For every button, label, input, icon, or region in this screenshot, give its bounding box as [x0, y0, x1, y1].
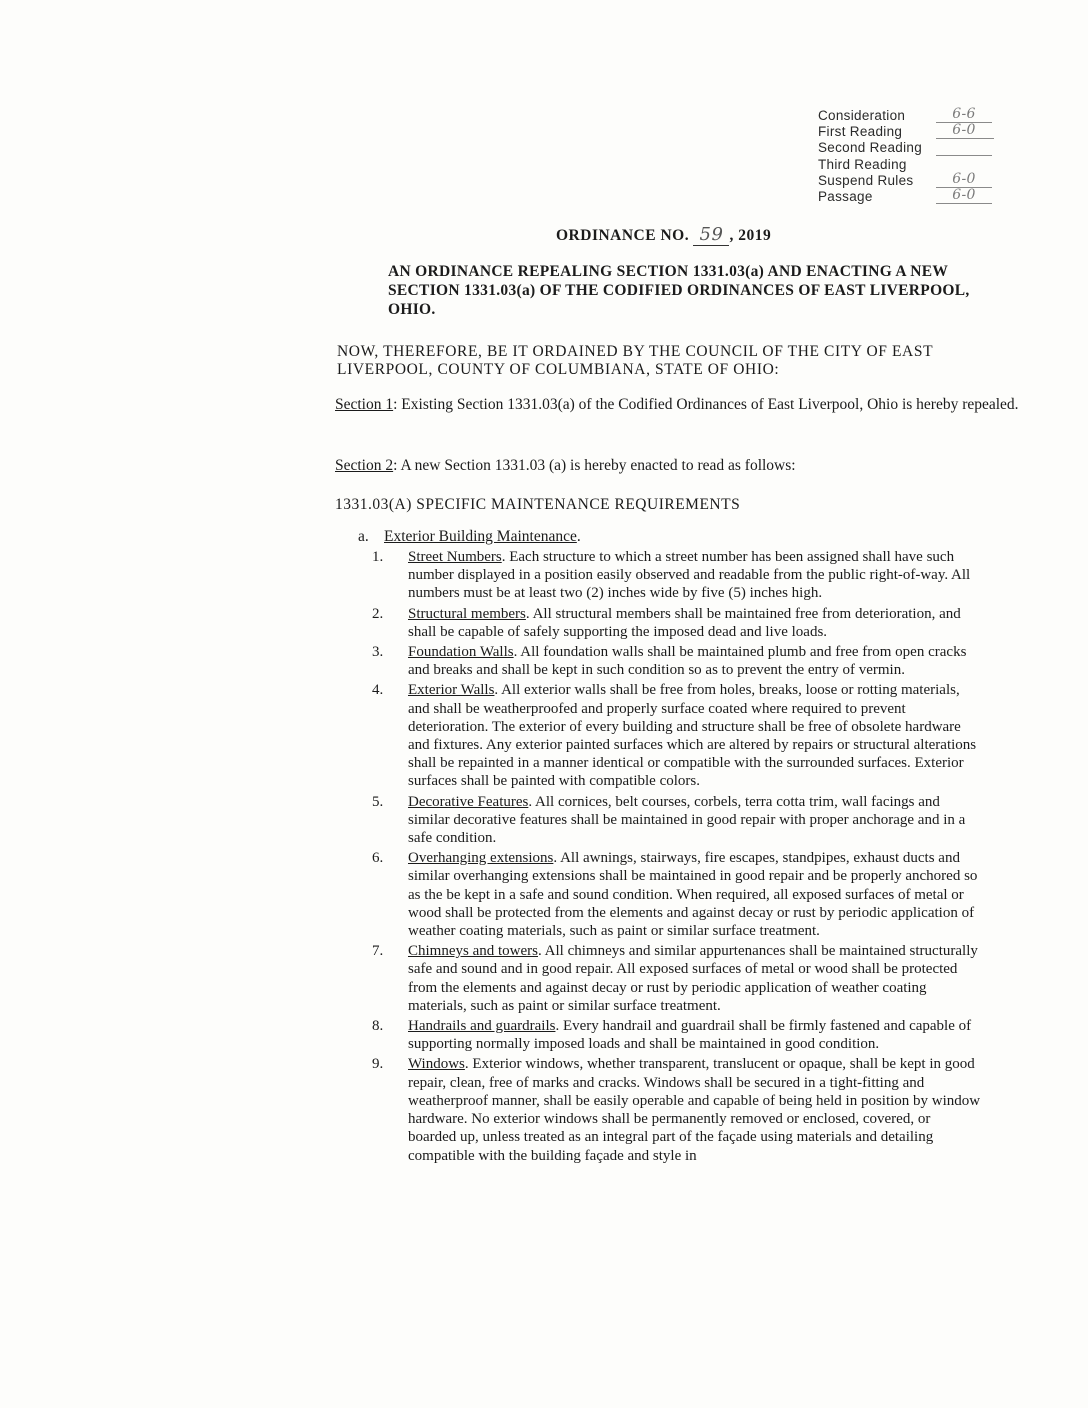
status-label: Suspend Rules	[818, 172, 914, 188]
item-text: . Every handrail and guardrail shall be firmly fastened and capable of supporting normally imposed loads and shall be maintained in good condition.	[408, 1018, 972, 1053]
item-number: 5.	[372, 793, 384, 810]
item-text: . All foundation walls shall be maintained plumb and free from open cracks and breaks and shall be kept in such condition so as to prevent the entry of vermin.	[408, 644, 967, 679]
section-2-label: Section 2	[335, 457, 394, 474]
list-item	[372, 849, 982, 940]
status-label: Second Reading	[818, 140, 923, 156]
list-item	[372, 942, 982, 1015]
list-item	[372, 605, 982, 641]
status-label: Third Reading	[818, 156, 907, 172]
handwritten-vote-mark: 6-6	[936, 106, 992, 123]
subsection-trail: .	[576, 528, 581, 545]
status-row-third-reading	[818, 157, 922, 173]
list-item	[372, 548, 982, 603]
handwritten-vote-mark: 6-0	[936, 122, 992, 139]
maintenance-items-list	[372, 548, 982, 1165]
requirements-title: 1331.03(A) SPECIFIC MAINTENANCE REQUIREMENTS	[335, 496, 741, 513]
status-row-suspend-rules	[818, 170, 976, 189]
section-1-paragraph	[335, 396, 1025, 414]
ordinance-number: 59	[693, 224, 729, 246]
status-row-consideration	[818, 106, 976, 124]
section-1-text: : Existing Section 1331.03(a) of the Codified Ordinances of East Liverpool, Ohio is hereby repealed.	[393, 396, 1019, 413]
ordinance-heading: AN ORDINANCE REPEALING SECTION 1331.03(a) AND ENACTING A NEW SECTION 1331.03(a) OF THE CODIFIED ORDINANCES OF EAST LIVERPOOL, OHIO.	[388, 263, 970, 318]
list-item	[372, 681, 982, 790]
item-number: 1.	[372, 549, 384, 565]
item-text: . All awnings, stairways, fire escapes, standpipes, exhaust ducts and similar overhanging extensions shall be maintained in good repair and be properly anchored so as the be kept in a safe and sound condition. When required, all exposed surfaces of metal or wood shall be protected from the elements and against decay or rust by periodic application of weather coating materials, such as paint or similar surface treatment.	[408, 850, 978, 940]
item-title: Exterior Walls	[408, 682, 495, 699]
item-number: 9.	[372, 1056, 384, 1073]
item-title: Chimneys and towers	[408, 943, 538, 960]
item-text: . Each structure to which a street number has been assigned shall have such number displayed in a position easily observed and readable from the public right-of-way. All numbers must be at least two (2) inches wide by five (5) inches high.	[408, 549, 971, 602]
item-text: . All cornices, belt courses, corbels, terra cotta trim, wall facings and similar decorative features shall be maintained in good repair with proper anchorage and in a safe condition.	[408, 793, 966, 847]
ordinance-year: , 2019	[729, 227, 772, 244]
item-title: Handrails and guardrails	[408, 1018, 556, 1035]
ordinance-number-line	[556, 224, 771, 246]
section-2-text: : A new Section 1331.03 (a) is hereby enacted to read as follows:	[393, 457, 796, 474]
section-1-label: Section 1	[335, 396, 394, 413]
item-title: Structural members	[408, 605, 526, 622]
item-text: . All structural members shall be maintained free from deterioration, and shall be capable of safely supporting the imposed dead and live loads.	[408, 605, 961, 640]
item-number: 7.	[372, 943, 384, 960]
handwritten-vote-mark: 6-0	[936, 171, 992, 188]
subsection-a	[358, 528, 581, 546]
item-text: . All exterior walls shall be free from holes, breaks, loose or rotting materials, and shall be weatherproofed and properly surface coated where required to prevent deterioration. The exterior of every building and structure shall be free of obsolete hardware and fixtures. Any exterior painted surfaces which are altered by repairs or structural alterations shall be repainted in a manner identical or compatible with the surrounded surfaces. Exterior surfaces shall be painted with compatible colors.	[408, 682, 977, 790]
subsection-title: Exterior Building Maintenance	[384, 528, 577, 545]
item-title: Foundation Walls	[408, 644, 514, 661]
status-label: Consideration	[818, 108, 906, 123]
handwritten-vote-mark: 6-0	[936, 187, 992, 204]
item-title: Decorative Features	[408, 793, 529, 810]
status-label: First Reading	[818, 124, 903, 140]
section-2-paragraph	[335, 457, 1025, 475]
list-item	[372, 643, 982, 679]
reading-status-block	[818, 106, 976, 205]
item-title: Windows	[408, 1056, 465, 1073]
status-label: Passage	[818, 188, 873, 204]
item-text: . Exterior windows, whether transparent, translucent or opaque, shall be kept in good repair, clean, free of marks and cracks. Windows shall be secured in a tight-fitting and weatherproof manner, shall be easily operable and capable of being held in position by window hardware. No exterior windows shall be permanently removed or enclosed, covered, or boarded up, unless treated as an integral part of the façade using materials and detailing compatible with the building façade and style in	[408, 1056, 981, 1164]
item-title: Street Numbers	[408, 549, 502, 565]
item-text: . All chimneys and similar appurtenances shall be maintained structurally safe and sound and in good repair. All exposed surfaces of metal or wood shall be protected from the elements and against decay or rust by periodic application of weather coating materials, such as paint or similar surface treatment.	[408, 943, 978, 1014]
blank-vote-line	[936, 155, 992, 156]
list-item	[372, 1017, 982, 1053]
item-number: 3.	[372, 644, 384, 661]
enacting-clause: NOW, THEREFORE, BE IT ORDAINED BY THE COUNCIL OF THE CITY OF EAST LIVERPOOL, COUNTY OF COLUMBIANA, STATE OF OHIO:	[337, 343, 933, 378]
ordinance-prefix: ORDINANCE NO.	[556, 227, 690, 244]
list-item	[372, 1055, 982, 1164]
blank-vote-line	[938, 138, 994, 139]
list-item	[372, 793, 982, 848]
subsection-letter: a.	[358, 528, 369, 545]
item-number: 6.	[372, 850, 384, 867]
item-title: Overhanging extensions	[408, 850, 554, 867]
item-number: 4.	[372, 682, 384, 699]
status-row-second-reading	[818, 140, 922, 156]
status-row-passage	[818, 186, 976, 205]
item-number: 8.	[372, 1018, 384, 1035]
item-number: 2.	[372, 605, 384, 622]
status-row-first-reading	[818, 122, 976, 140]
